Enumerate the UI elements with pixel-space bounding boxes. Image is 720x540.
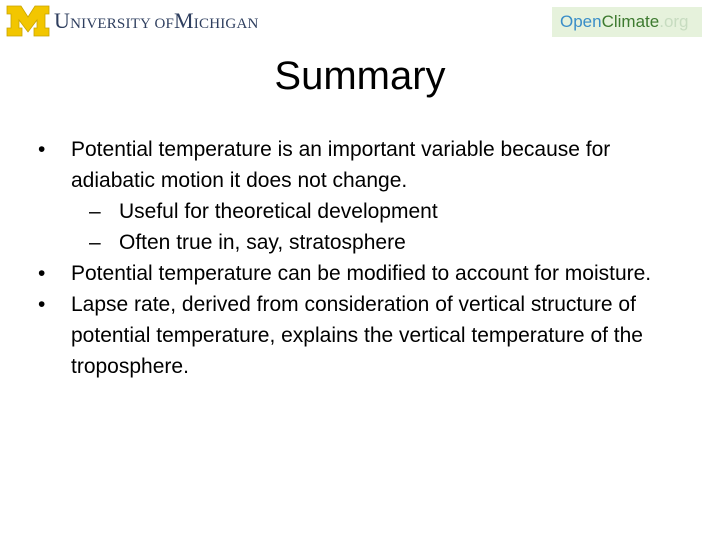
sub-bullet-item (89, 227, 676, 258)
bullet-marker: • (38, 293, 46, 316)
bullet-item (36, 289, 676, 382)
sub-bullet-item (89, 196, 676, 227)
bullet-item (36, 134, 676, 196)
sub-bullet-marker: – (89, 200, 101, 223)
wordmark-text: ICHIGAN (193, 16, 259, 32)
university-wordmark (54, 8, 259, 34)
wordmark-letter: M (174, 8, 194, 33)
bullet-text: Potential temperature is an important variable because for adiabatic motion it does not change. (71, 138, 611, 192)
bullet-item (36, 258, 676, 289)
openclimate-climate-text: Climate (601, 12, 660, 31)
wordmark-text: NIVERSITY OF (70, 16, 175, 32)
openclimate-org-text: .org (659, 12, 689, 31)
bullet-marker: • (38, 138, 46, 161)
openclimate-logo (552, 7, 702, 37)
wordmark-letter: U (54, 8, 71, 33)
slide-title: Summary (274, 54, 446, 98)
sub-bullet-text: Often true in, say, stratosphere (119, 231, 406, 254)
block-m-icon (6, 5, 50, 37)
bullet-text: Lapse rate, derived from consideration of vertical structure of potential temperature, explains the vertical temperature of the troposphere. (71, 293, 643, 378)
sub-bullet-text: Useful for theoretical development (119, 200, 438, 223)
bullet-text: Potential temperature can be modified to account for moisture. (71, 262, 652, 285)
openclimate-open-text: Open (560, 12, 602, 31)
bullet-marker: • (38, 262, 46, 285)
sub-bullet-marker: – (89, 231, 101, 254)
university-of-michigan-logo (6, 4, 259, 38)
slide-content (36, 134, 676, 382)
